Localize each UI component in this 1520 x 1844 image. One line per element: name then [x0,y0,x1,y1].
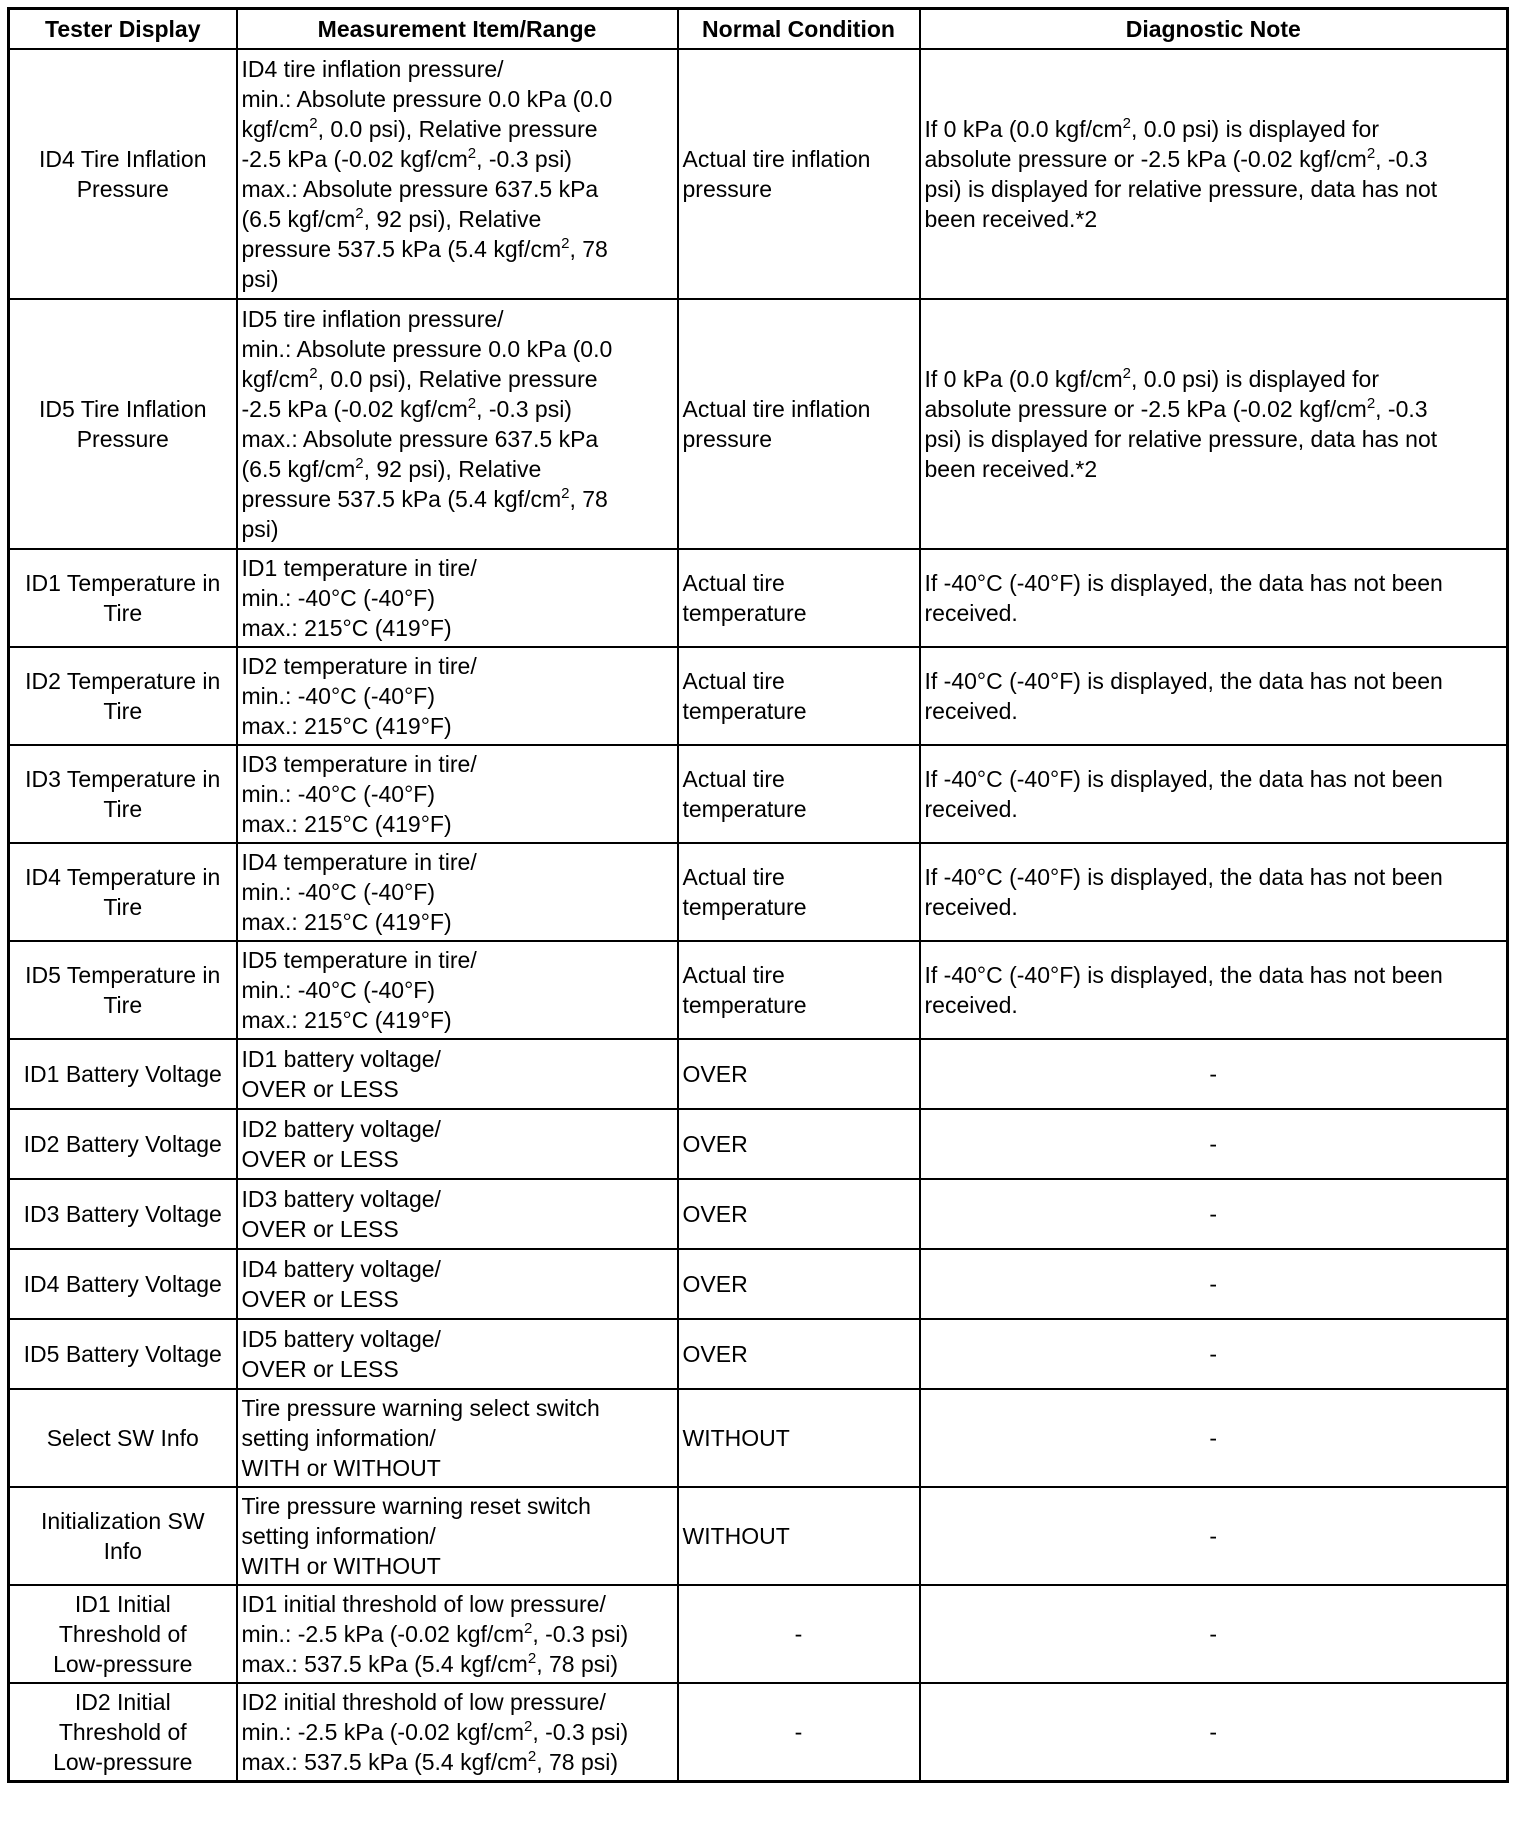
diagnostic-note-cell: - [920,1109,1508,1179]
header-measurement-item-range: Measurement Item/Range [237,9,678,50]
tester-display-cell: ID2 Battery Voltage [9,1109,237,1179]
normal-condition-cell: Actual tire inflation pressure [678,299,920,549]
table-row [9,1585,1508,1683]
superscript-two: 2 [523,1718,533,1735]
tester-display-cell: ID3 Temperature in Tire [9,745,237,843]
normal-condition-cell: Actual tire temperature [678,843,920,941]
measurement-range-cell: ID4 tire inflation pressure/ min.: Absolute pressure 0.0 kPa (0.0 kgf/$cm^2$, 0.0 psi), Relative pressure -2.5 kPa (-0.02 kgf/$cm^2$, -0.3 psi) max.: Absolute pressure 637.5 kPa (6.5 kgf/$cm^2$, 92 psi), Relative pressure 537.5 kPa (5.4 kgf/$cm^2$, 78 psi) [237,49,678,299]
tester-display-cell: Select SW Info [9,1389,237,1487]
superscript-two: 2 [1122,365,1131,382]
tester-display-cell: ID3 Battery Voltage [9,1179,237,1249]
superscript-two: 2 [309,115,318,132]
superscript-two: 2 [309,365,318,382]
normal-condition-cell: OVER [678,1109,920,1179]
diagnostic-note-cell: If -40°C (-40°F) is displayed, the data has not been received. [920,843,1508,941]
superscript-two: 2 [527,1748,537,1765]
measurement-range-cell: ID4 temperature in tire/ min.: -40°C (-40°F) max.: 215°C (419°F) [237,843,678,941]
diagnostic-data-table [7,7,1509,1783]
tester-display-cell: Initialization SW Info [9,1487,237,1585]
tester-display-cell: ID5 Tire Inflation Pressure [9,299,237,549]
measurement-range-cell: ID2 initial threshold of low pressure/ min.: -2.5 kPa (-0.02 kgf/$cm^2$, -0.3 psi) max.: 537.5 kPa (5.4 kgf/$cm^2$, 78 psi) [237,1683,678,1782]
header-normal-condition: Normal Condition [678,9,920,50]
tester-display-cell: ID2 Initial Threshold of Low-pressure [9,1683,237,1782]
table-row [9,1109,1508,1179]
normal-condition-cell: Actual tire temperature [678,647,920,745]
normal-condition-cell: - [678,1585,920,1683]
normal-condition-cell: Actual tire inflation pressure [678,49,920,299]
measurement-range-cell: ID5 temperature in tire/ min.: -40°C (-40°F) max.: 215°C (419°F) [237,941,678,1039]
normal-condition-cell: OVER [678,1039,920,1109]
superscript-two: 2 [467,395,477,412]
superscript-two: 2 [355,455,364,472]
tester-display-cell: ID2 Temperature in Tire [9,647,237,745]
table-row [9,1319,1508,1389]
diagnostic-note-cell: If -40°C (-40°F) is displayed, the data has not been received. [920,549,1508,647]
superscript-two: 2 [561,485,570,502]
normal-condition-cell: Actual tire temperature [678,941,920,1039]
table-row [9,1487,1508,1585]
diagnostic-note-cell: - [920,1179,1508,1249]
tester-display-cell: ID4 Battery Voltage [9,1249,237,1319]
measurement-range-cell: ID5 battery voltage/ OVER or LESS [237,1319,678,1389]
superscript-two: 2 [1366,145,1376,162]
normal-condition-cell: OVER [678,1319,920,1389]
normal-condition-cell: Actual tire temperature [678,745,920,843]
measurement-range-cell: ID1 battery voltage/ OVER or LESS [237,1039,678,1109]
measurement-range-cell: ID4 battery voltage/ OVER or LESS [237,1249,678,1319]
table-row [9,1179,1508,1249]
diagnostic-note-cell: If -40°C (-40°F) is displayed, the data has not been received. [920,745,1508,843]
diagnostic-note-cell: - [920,1249,1508,1319]
measurement-range-cell: ID2 battery voltage/ OVER or LESS [237,1109,678,1179]
superscript-two: 2 [1122,115,1131,132]
table-row [9,1039,1508,1109]
tester-display-cell: ID1 Battery Voltage [9,1039,237,1109]
normal-condition-cell: WITHOUT [678,1487,920,1585]
diagnostic-note-cell: If -40°C (-40°F) is displayed, the data has not been received. [920,647,1508,745]
measurement-range-cell: ID3 temperature in tire/ min.: -40°C (-40°F) max.: 215°C (419°F) [237,745,678,843]
tester-display-cell: ID1 Temperature in Tire [9,549,237,647]
normal-condition-cell: Actual tire temperature [678,549,920,647]
table-row [9,941,1508,1039]
header-tester-display: Tester Display [9,9,237,50]
table-row [9,647,1508,745]
table-row [9,299,1508,549]
superscript-two: 2 [355,205,364,222]
table-row [9,843,1508,941]
table-row [9,1683,1508,1782]
normal-condition-cell: OVER [678,1179,920,1249]
normal-condition-cell: OVER [678,1249,920,1319]
diagnostic-note-cell: If -40°C (-40°F) is displayed, the data has not been received. [920,941,1508,1039]
tester-display-cell: ID4 Tire Inflation Pressure [9,49,237,299]
table-row [9,49,1508,299]
diagnostic-note-cell: - [920,1585,1508,1683]
measurement-range-cell: ID1 initial threshold of low pressure/ min.: -2.5 kPa (-0.02 kgf/$cm^2$, -0.3 psi) max.: 537.5 kPa (5.4 kgf/$cm^2$, 78 psi) [237,1585,678,1683]
diagnostic-note-cell: If 0 kPa (0.0 kgf/$cm^2$, 0.0 psi) is displayed for absolute pressure or -2.5 kPa (-0.02 kgf/$cm^2$, -0.3 psi) is displayed for relative pressure, data has not been received.*2 [920,299,1508,549]
tester-display-cell: ID5 Temperature in Tire [9,941,237,1039]
table-row [9,745,1508,843]
table-row [9,1249,1508,1319]
superscript-two: 2 [467,145,477,162]
normal-condition-cell: WITHOUT [678,1389,920,1487]
measurement-range-cell: ID1 temperature in tire/ min.: -40°C (-40°F) max.: 215°C (419°F) [237,549,678,647]
superscript-two: 2 [1366,395,1376,412]
measurement-range-cell: Tire pressure warning select switch setting information/ WITH or WITHOUT [237,1389,678,1487]
diagnostic-note-cell: - [920,1389,1508,1487]
diagnostic-note-cell: - [920,1319,1508,1389]
tester-display-cell: ID4 Temperature in Tire [9,843,237,941]
measurement-range-cell: ID2 temperature in tire/ min.: -40°C (-40°F) max.: 215°C (419°F) [237,647,678,745]
tester-display-cell: ID1 Initial Threshold of Low-pressure [9,1585,237,1683]
diagnostic-note-cell: If 0 kPa (0.0 kgf/$cm^2$, 0.0 psi) is displayed for absolute pressure or -2.5 kPa (-0.02 kgf/$cm^2$, -0.3 psi) is displayed for relative pressure, data has not been received.*2 [920,49,1508,299]
diagnostic-note-cell: - [920,1487,1508,1585]
measurement-range-cell: ID5 tire inflation pressure/ min.: Absolute pressure 0.0 kPa (0.0 kgf/$cm^2$, 0.0 psi), Relative pressure -2.5 kPa (-0.02 kgf/$cm^2$, -0.3 psi) max.: Absolute pressure 637.5 kPa (6.5 kgf/$cm^2$, 92 psi), Relative pressure 537.5 kPa (5.4 kgf/$cm^2$, 78 psi) [237,299,678,549]
normal-condition-cell: - [678,1683,920,1782]
measurement-range-cell: Tire pressure warning reset switch setting information/ WITH or WITHOUT [237,1487,678,1585]
table-row [9,549,1508,647]
table-header-row [9,9,1508,50]
diagnostic-note-cell: - [920,1039,1508,1109]
superscript-two: 2 [561,235,570,252]
header-diagnostic-note: Diagnostic Note [920,9,1508,50]
superscript-two: 2 [527,1650,537,1667]
tester-display-cell: ID5 Battery Voltage [9,1319,237,1389]
table-row [9,1389,1508,1487]
superscript-two: 2 [523,1620,533,1637]
diagnostic-note-cell: - [920,1683,1508,1782]
measurement-range-cell: ID3 battery voltage/ OVER or LESS [237,1179,678,1249]
